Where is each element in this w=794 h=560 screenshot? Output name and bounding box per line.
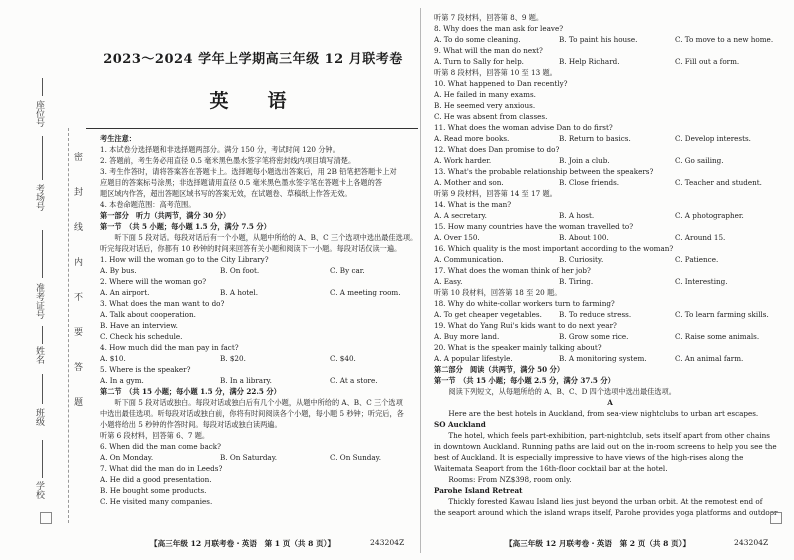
text-line: 听第 10 段材料，回答第 18 至 20 题。	[434, 288, 562, 297]
exam-room-label: 考场号	[34, 184, 44, 211]
text-line: Waitemata Seaport from the 16th-floor cocktail bar at the hotel.	[434, 464, 668, 473]
text-line: Parohe Island Retreat	[434, 486, 523, 495]
text-line: Here are the best hotels in Auckland, from sea-view nightclubs to urban art escapes.	[434, 409, 759, 418]
text-line	[434, 353, 786, 364]
text-line: 14. What is the man?	[434, 200, 512, 209]
answer-option: B. To paint his house.	[559, 35, 638, 44]
text-line: best of Auckland. It is especially impressive to have views of the high-rises along the	[434, 453, 744, 462]
text-line: 20. What is the speaker mainly talking about?	[434, 343, 602, 352]
page-footer-right: 【高三年级 12 月联考卷・英语 第 2 页（共 8 页）】	[505, 539, 691, 548]
answer-option: B. Return to basics.	[559, 134, 631, 143]
answer-option: A. In a gym.	[100, 376, 144, 385]
text-line: C. He visited many companies.	[100, 497, 213, 506]
answer-option: A. An airport.	[100, 288, 150, 297]
right-column	[434, 12, 786, 518]
text-line: 中选出最佳选项。听每段对话或独白前，你将有时间阅读各个小题，每小题 5 秒钟；听完后，各	[100, 409, 404, 418]
text-line: 第一部分 听力（共两节，满分 30 分）	[100, 211, 231, 220]
text-line: 19. What do Yang Rui's kids want to do next year?	[434, 321, 617, 330]
text-line: 第二部分 阅读（共两节，满分 50 分）	[434, 365, 565, 374]
answer-option: B. Grow some rice.	[559, 332, 629, 341]
answer-option: A. A secretary.	[434, 211, 487, 220]
name-label: 姓名	[34, 346, 44, 364]
answer-option: B. A hotel.	[220, 288, 259, 297]
answer-option: C. To move to a new home.	[675, 35, 774, 44]
text-line: Thickly forested Kawau Island lies just beyond the urban orbit. At the remotest end of	[434, 497, 763, 506]
answer-option: C. Fill out a form.	[675, 57, 740, 66]
answer-option: C. A meeting room.	[330, 288, 401, 297]
answer-option: A. Work harder.	[434, 156, 492, 165]
text-line: 4. How much did the man pay in fact?	[100, 343, 239, 352]
seat-number-line	[42, 78, 43, 96]
text-line: C. Check his schedule.	[100, 332, 183, 341]
text-line: 10. What happened to Dan recently?	[434, 79, 568, 88]
text-line	[434, 232, 786, 243]
text-line: 4. 本卷命题范围：高考范围。	[100, 200, 196, 209]
text-line: 2. 答题前，考生务必用直径 0.5 毫米黑色墨水签字笔将密封线内项目填写清楚。	[100, 156, 356, 165]
school-line	[42, 440, 43, 478]
text-line: 小题将给出 5 秒钟的作答时间。每段对话或独白读两遍。	[100, 420, 282, 429]
corner-mark	[40, 512, 52, 524]
text-line: 6. When did the man come back?	[100, 442, 222, 451]
answer-option: A. Easy.	[434, 277, 463, 286]
answer-option: C. On Sunday.	[330, 453, 382, 462]
answer-option: B. Help Richard.	[559, 57, 620, 66]
text-line: 9. What will the man do next?	[434, 46, 543, 55]
text-line	[100, 287, 418, 298]
answer-option: B. Tiring.	[559, 277, 594, 286]
text-line: 16. Which quality is the most important according to the woman?	[434, 244, 674, 253]
answer-option: B. Close friends.	[559, 178, 620, 187]
name-line	[42, 326, 43, 344]
text-line: the seaport around which the island wraps itself, Parohe provides yoga platforms and outdoor	[434, 508, 778, 517]
text-line: 考生注意：	[100, 134, 136, 143]
text-line: 第一节 （共 5 小题；每小题 1.5 分，满分 7.5 分）	[100, 222, 271, 231]
answer-option: C. Interesting.	[675, 277, 728, 286]
text-line: 听第 7 段材料，回答第 8、9 题。	[434, 13, 544, 22]
exam-title: 2023～2024 学年上学期高三年级 12 月联考卷	[103, 52, 403, 67]
text-line	[100, 265, 418, 276]
answer-option: A. $10.	[100, 354, 126, 363]
text-line: The hotel, which feels part-exhibition, part-nightclub, sets itself apart from other chains	[434, 431, 770, 440]
corner-mark	[770, 512, 782, 524]
subject-title: 英 语	[209, 90, 297, 112]
text-line	[434, 56, 786, 67]
answer-option: A. To get cheaper vegetables.	[434, 310, 542, 319]
answer-option: C. Go sailing.	[675, 156, 724, 165]
text-line: SO Auckland	[434, 420, 486, 429]
text-line: B. He seemed very anxious.	[434, 101, 536, 110]
answer-option: A. Over 150.	[434, 233, 480, 242]
text-line	[434, 155, 786, 166]
seal-char: 封	[72, 187, 82, 196]
text-line: A. He did a good presentation.	[100, 475, 212, 484]
text-line: 听下面 5 段对话或独白。每段对话或独白后有几个小题，从题中所给的 A、B、C 三个选项	[100, 398, 403, 407]
text-line: A. Talk about cooperation.	[100, 310, 196, 319]
text-line: 题区域内作答，超出答题区域书写的答案无效，在试题卷、草稿纸上作答无效。	[100, 189, 352, 198]
text-line	[434, 309, 786, 320]
answer-option: A. A popular lifestyle.	[434, 354, 513, 363]
text-line: 3. What does the man want to do?	[100, 299, 225, 308]
seal-line	[68, 128, 69, 523]
paper-code-right: 243204Z	[734, 538, 769, 547]
answer-option: B. Join a club.	[559, 156, 610, 165]
answer-option: C. By car.	[330, 266, 365, 275]
text-line: 18. Why do white-collar workers turn to farming?	[434, 299, 615, 308]
text-line	[434, 133, 786, 144]
answer-option: C. A photographer.	[675, 211, 744, 220]
text-line: 12. What does Dan promise to do?	[434, 145, 560, 154]
answer-option: C. Around 15.	[675, 233, 726, 242]
answer-option: A. Read more books.	[434, 134, 510, 143]
text-line: 5. Where is the speaker?	[100, 365, 191, 374]
answer-option: A. By bus.	[100, 266, 137, 275]
text-line	[434, 210, 786, 221]
answer-option: B. A host.	[559, 211, 595, 220]
paper-code-left: 243204Z	[370, 538, 405, 547]
text-line: 8. Why does the man ask for leave?	[434, 24, 564, 33]
answer-option: C. To learn farming skills.	[675, 310, 769, 319]
text-line: B. Have an interview.	[100, 321, 178, 330]
left-column	[100, 133, 418, 507]
text-line: 听第 8 段材料，回答第 10 至 13 题。	[434, 68, 557, 77]
answer-option: A. Mother and son.	[434, 178, 504, 187]
answer-option: B. A monitoring system.	[559, 354, 647, 363]
ticket-number-label: 准考证号	[34, 283, 44, 319]
text-line: in downtown Auckland. Running paths are laid out on the in-room screens to help you see the	[434, 442, 777, 451]
answer-option: A. Buy more land.	[434, 332, 500, 341]
text-line: B. He bought some products.	[100, 486, 207, 495]
text-line: 听下面 5 段对话。每段对话后有一个小题，从题中所给的 A、B、C 三个选项中选出最佳选项。	[100, 233, 418, 242]
exam-room-line	[42, 136, 43, 180]
text-line: 阅读下列短文，从每题所给的 A、B、C、D 四个选项中选出最佳选项。	[434, 387, 676, 396]
text-line: 3. 考生作答时，请将答案答在答题卡上。选择题每小题选出答案后，用 2B 铅笔把答题卡上对	[100, 167, 397, 176]
text-line: 15. How many countries have the woman travelled to?	[434, 222, 634, 231]
answer-option: C. Patience.	[675, 255, 719, 264]
seal-char: 题	[72, 397, 82, 406]
seal-char: 不	[72, 292, 82, 301]
text-line: Rooms: From NZ$398, room only.	[434, 475, 572, 484]
text-line: 听完每段对话后，你都有 10 秒钟的时间来回答有关小题和阅读下一小题。每段对话仅读一遍。	[100, 244, 402, 253]
seal-char: 答	[72, 362, 82, 371]
seal-char: 线	[72, 222, 82, 231]
text-line: 应题目的答案标号涂黑；非选择题请用直径 0.5 毫米黑色墨水签字笔在答题卡上各题的答	[100, 178, 382, 187]
answer-option: B. Curiosity.	[559, 255, 604, 264]
seal-char: 密	[72, 152, 82, 161]
text-line: 听第 9 段材料，回答第 14 至 17 题。	[434, 189, 557, 198]
text-line: 1. 本试卷分选择题和非选择题两部分。满分 150 分，考试时间 120 分钟。	[100, 145, 340, 154]
class-line	[42, 374, 43, 404]
text-line: C. He was absent from classes.	[434, 112, 548, 121]
column-divider	[420, 8, 421, 553]
answer-option: A. Communication.	[434, 255, 504, 264]
answer-option: A. Turn to Sally for help.	[434, 57, 524, 66]
class-label: 班级	[34, 408, 44, 426]
text-line	[100, 353, 418, 364]
text-line	[434, 331, 786, 342]
ticket-number-line	[42, 230, 43, 278]
text-line	[434, 276, 786, 287]
text-line: 17. What does the woman think of her job?	[434, 266, 591, 275]
text-line	[434, 254, 786, 265]
seal-char: 要	[72, 327, 82, 336]
text-line: 7. What did the man do in Leeds?	[100, 464, 223, 473]
answer-option: B. On foot.	[220, 266, 260, 275]
answer-option: B. $20.	[220, 354, 246, 363]
answer-option: C. An animal farm.	[675, 354, 744, 363]
text-line	[434, 34, 786, 45]
text-line: 11. What does the woman advise Dan to do first?	[434, 123, 613, 132]
text-line: A	[607, 398, 613, 407]
answer-option: B. In a library.	[220, 376, 272, 385]
school-label: 学校	[34, 481, 44, 499]
answer-option: B. About 100.	[559, 233, 609, 242]
notice-rule	[86, 128, 418, 132]
answer-option: C. Develop interests.	[675, 134, 751, 143]
answer-option: C. Raise some animals.	[675, 332, 760, 341]
text-line	[434, 177, 786, 188]
answer-option: B. On Saturday.	[220, 453, 278, 462]
text-line	[100, 452, 418, 463]
answer-option: B. To reduce stress.	[559, 310, 632, 319]
answer-option: C. Teacher and student.	[675, 178, 762, 187]
text-line: A. He failed in many exams.	[434, 90, 536, 99]
answer-option: C. $40.	[330, 354, 356, 363]
text-line: 13. What's the probable relationship between the speakers?	[434, 167, 654, 176]
answer-option: C. At a store.	[330, 376, 378, 385]
page-footer-left: 【高三年级 12 月联考卷・英语 第 1 页（共 8 页）】	[150, 539, 336, 548]
answer-option: A. To do some cleaning.	[434, 35, 521, 44]
seat-number-label: 座位号	[34, 100, 44, 127]
text-line	[100, 375, 418, 386]
text-line: 2. Where will the woman go?	[100, 277, 207, 286]
text-line: 第一节 （共 15 小题；每小题 2.5 分，满分 37.5 分）	[434, 376, 615, 385]
text-line: 1. How will the woman go to the City Library?	[100, 255, 269, 264]
text-line: 第二节 （共 15 小题；每小题 1.5 分，满分 22.5 分）	[100, 387, 281, 396]
answer-option: A. On Monday.	[100, 453, 154, 462]
binding-margin	[32, 78, 54, 523]
text-line: 听第 6 段材料，回答第 6、7 题。	[100, 431, 210, 440]
seal-char: 内	[72, 257, 82, 266]
